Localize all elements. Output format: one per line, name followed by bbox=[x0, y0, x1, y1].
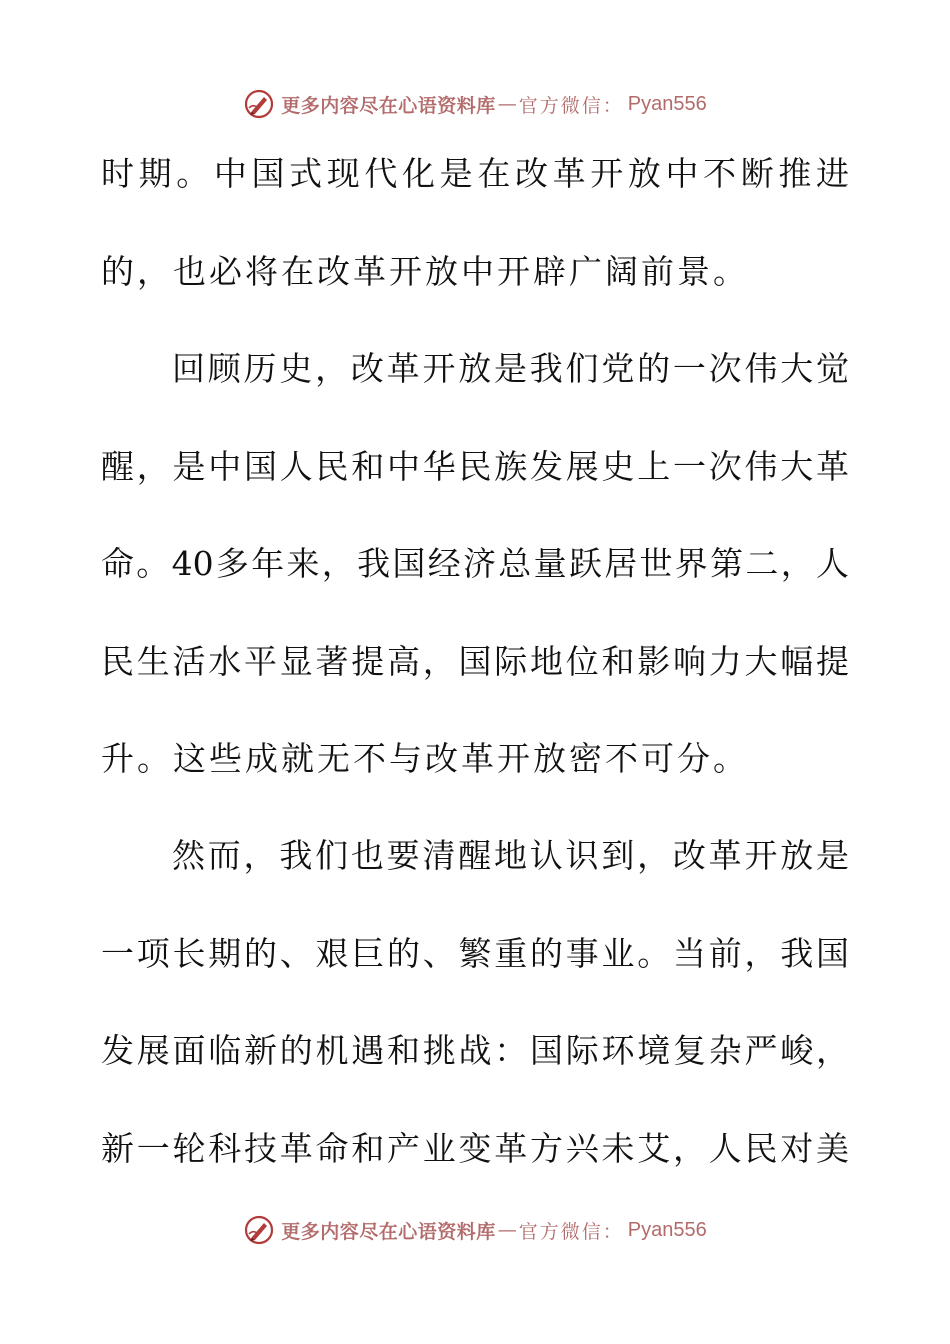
watermark-footer bbox=[0, 1210, 950, 1250]
paragraph-1-line-2: 的，也必将在改革开放中开辟广阔前景。 bbox=[101, 252, 749, 291]
paragraph-2-line-2: 醒，是中国人民和中华民族发展史上一次伟大革 bbox=[101, 447, 849, 486]
paragraph-2-line-1: 回顾历史，改革开放是我们党的一次伟大觉 bbox=[172, 349, 849, 388]
watermark-wechat-id: Pyan556 bbox=[627, 92, 707, 115]
watermark-brand: 更多内容尽在心语资料库 bbox=[281, 94, 496, 117]
watermark-dash: — bbox=[497, 1219, 517, 1241]
watermark-dash: — bbox=[497, 93, 517, 115]
paragraph-3-line-4: 新一轮科技革命和产业变革方兴未艾，人民对美 bbox=[101, 1129, 849, 1168]
paragraph-2-line-5: 升。这些成就无不与改革开放密不可分。 bbox=[101, 739, 749, 778]
watermark-label: 官方微信： bbox=[518, 94, 624, 117]
watermark-brand: 更多内容尽在心语资料库 bbox=[281, 1220, 496, 1243]
paragraph-3-line-2: 一项长期的、艰巨的、繁重的事业。当前，我国 bbox=[101, 934, 849, 973]
paragraph-2-line-4: 民生活水平显著提高，国际地位和影响力大幅提 bbox=[101, 642, 849, 681]
watermark-label: 官方微信： bbox=[518, 1220, 624, 1243]
paragraph-3-line-3: 发展面临新的机遇和挑战：国际环境复杂严峻， bbox=[101, 1031, 849, 1070]
seal-pen-logo-icon bbox=[243, 1214, 275, 1246]
paragraph-3-line-1: 然而，我们也要清醒地认识到，改革开放是 bbox=[172, 836, 849, 875]
watermark-wechat-id: Pyan556 bbox=[627, 1218, 707, 1241]
paragraph-1-line-1: 时期。中国式现代化是在改革开放中不断推进 bbox=[101, 154, 849, 193]
paragraph-2-line-3: 命。40多年来，我国经济总量跃居世界第二，人 bbox=[101, 544, 849, 583]
